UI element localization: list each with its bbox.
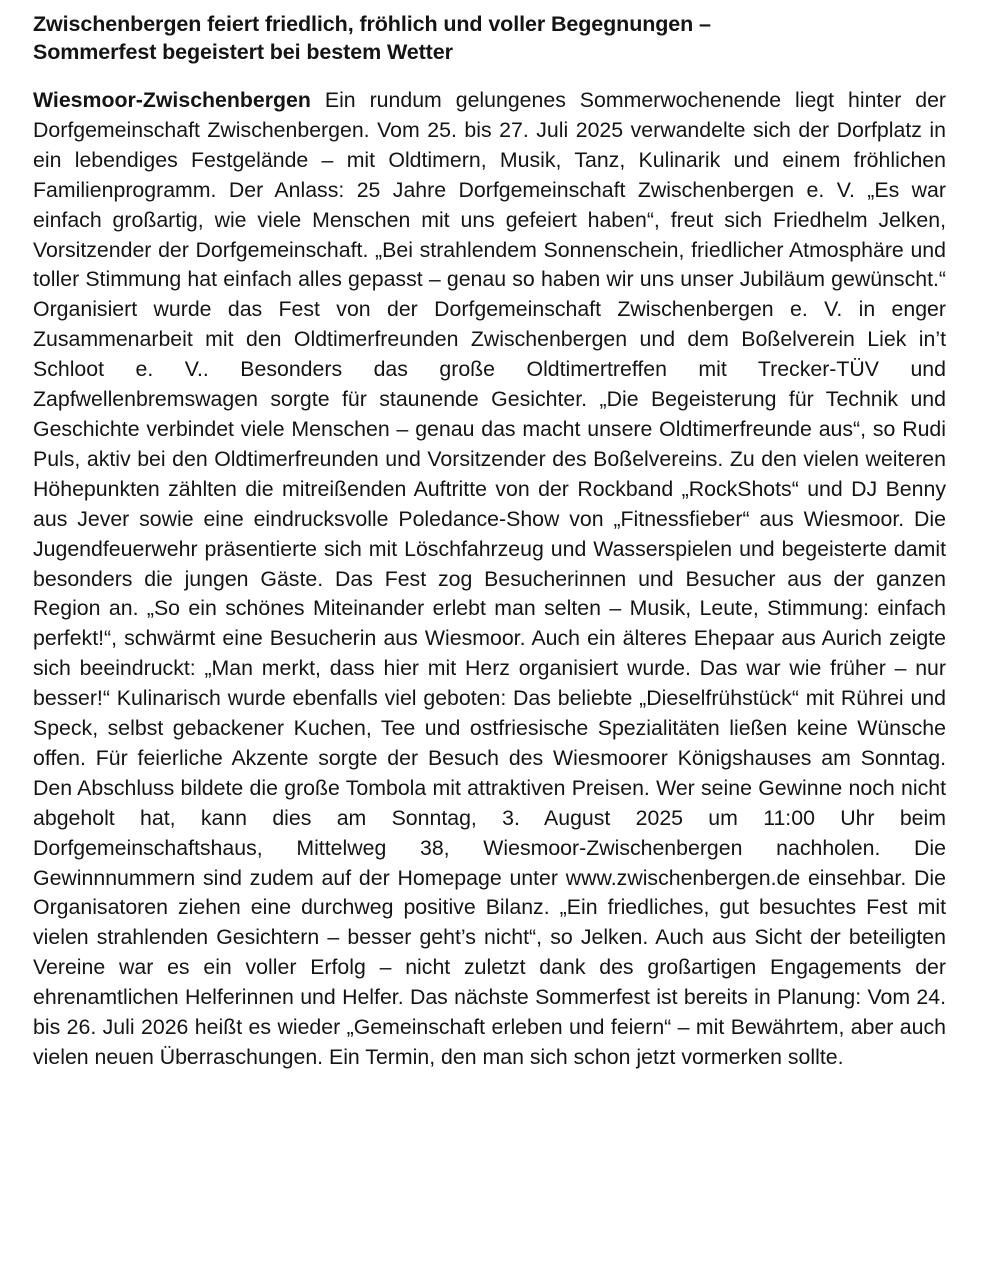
article-dateline: Wiesmoor-Zwischenbergen [33,88,311,112]
article-body-text: Ein rundum gelungenes Sommerwochenende liegt hinter der Dorfgemeinschaft Zwischenbergen. Vom 25. bis 27. Juli 2025 verwandelte sich der Dorfplatz in ein lebendiges Festgelände – mit Oldtimern, Musik, Tanz, Kulinarik und einem fröhlichen Familienprogramm. Der Anlass: 25 Jahre Dorfgemeinschaft Zwischenbergen e. V. „Es war einfach großartig, wie viele Menschen mit uns gefeiert haben“, freut sich Friedhelm Jelken, Vorsitzender der Dorfgemeinschaft. „Bei strahlendem Sonnenschein, friedlicher Atmosphäre und toller Stimmung hat einfach alles gepasst – genau so haben wir uns unser Jubiläum gewünscht.“ Organisiert wurde das Fest von der Dorfgemeinschaft Zwischenbergen e. V. in enger Zusammenarbeit mit den Oldtimerfreunden Zwischenbergen und dem Boßelverein Liek in’t Schloot e. V.. Besonders das große Oldtimertreffen mit Trecker-TÜV und Zapfwellenbremswagen sorgte für staunende Gesichter. „Die Begeisterung für Technik und Geschichte verbindet viele Menschen – genau das macht unsere Oldtimerfreunde aus“, so Rudi Puls, aktiv bei den Oldtimerfreunden und Vorsitzender des Boßelvereins. Zu den vielen weiteren Höhepunkten zählten die mitreißenden Auftritte von der Rockband „RockShots“ und DJ Benny aus Jever sowie eine eindrucksvolle Poledance-Show von „Fitnessfieber“ aus Wiesmoor. Die Jugendfeuerwehr präsentierte sich mit Löschfahrzeug und Wasserspielen und begeisterte damit besonders die jungen Gäste. Das Fest zog Besucherinnen und Besucher aus der ganzen Region an. „So ein schönes Miteinander erlebt man selten – Musik, Leute, Stimmung: einfach perfekt!“, schwärmt eine Besucherin aus Wiesmoor. Auch ein älteres Ehepaar aus Aurich zeigte sich beeindruckt: „Man merkt, dass hier mit Herz organisiert wurde. Das war wie früher – nur besser!“ Kulinarisch wurde ebenfalls viel geboten: Das beliebte „Dieselfrühstück“ mit Rührei und Speck, selbst gebackener Kuchen, Tee und ostfriesische Spezialitäten ließen keine Wünsche offen. Für feierliche Akzente sorgte der Besuch des Wiesmoorer Königshauses am Sonntag. Den Abschluss bildete die große Tombola mit attraktiven Preisen. Wer seine Gewinne noch nicht abgeholt hat, kann dies am Sonntag, 3. August 2025 um 11:00 Uhr beim Dorfgemeinschaftshaus, Mittelweg 38, Wiesmoor-Zwischenbergen nachholen. Die Gewinnnummern sind zudem auf der Homepage unter www.zwischenbergen.de einsehbar. Die Organisatoren ziehen eine durchweg positive Bilanz. „Ein friedliches, gut besuchtes Fest mit vielen strahlenden Gesichtern – besser geht’s nicht“, so Jelken. Auch aus Sicht der beteiligten Vereine war es ein voller Erfolg – nicht zuletzt dank des großartigen Engagements der ehrenamtlichen Helferinnen und Helfer. Das nächste Sommerfest ist bereits in Planung: Vom 24. bis 26. Juli 2026 heißt es wieder „Gemeinschaft erleben und feiern“ – mit Bewährtem, aber auch vielen neuen Überraschungen. Ein Termin, den man sich schon jetzt vormerken sollte. [33,88,947,1069]
document-page [33,10,946,1073]
headline-line-2: Sommerfest begeistert bei bestem Wetter [33,40,453,64]
headline-line-1: Zwischenbergen feiert friedlich, fröhlich und voller Begegnungen – [33,12,711,36]
article-body [33,86,946,1073]
article-headline [33,10,946,66]
